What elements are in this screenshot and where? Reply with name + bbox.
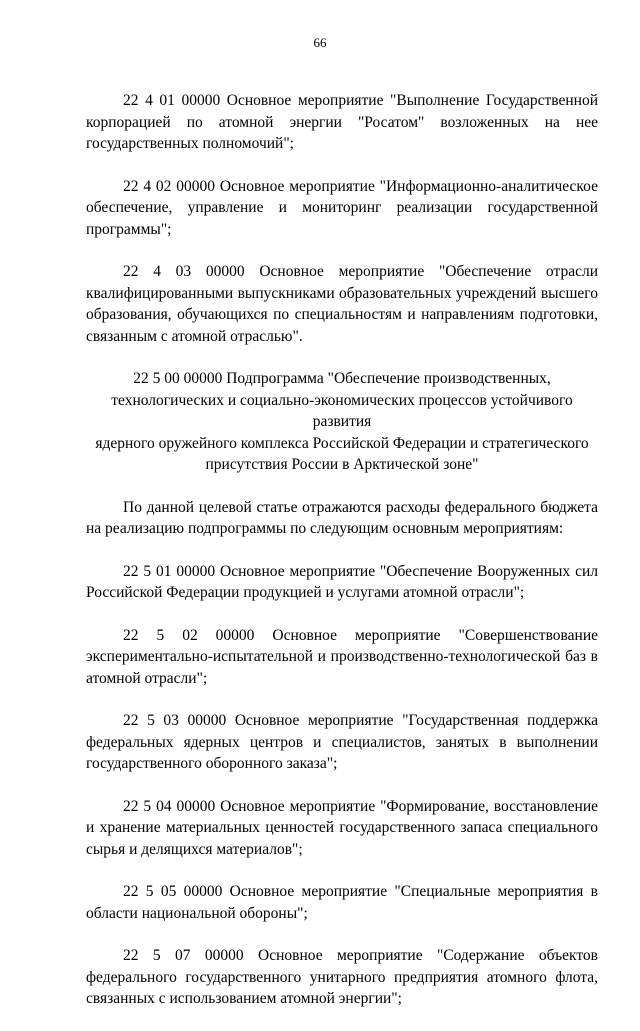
paragraph-22-5-07: 22 5 07 00000 Основное мероприятие "Содержание объектов федерального государственного унитарного предприятия атомного флота, связанных с использованием атомной энергии"; <box>86 947 598 1007</box>
paragraph-22-5-01: 22 5 01 00000 Основное мероприятие "Обеспечение Вооруженных сил Российской Федерации продукцией и услугами атомной отрасли"; <box>86 562 598 601</box>
subprogram-heading-line: 22 5 00 00000 Подпрограмма "Обеспечение производственных, <box>133 370 551 387</box>
paragraph-22-4-03: 22 4 03 00000 Основное мероприятие "Обеспечение отрасли квалифицированными выпускниками образовательных учреждений высшего образования, обучающихся по специальностям и направлениям подготовки, связанным с атомной отраслью". <box>86 263 598 345</box>
subprogram-heading-line: технологических и социально-экономических процессов устойчивого развития <box>111 391 573 430</box>
page-number: 66 <box>313 35 327 50</box>
paragraph-22-5-02: 22 5 02 00000 Основное мероприятие "Совершенствование экспериментально-испытательной и производственно-технологической баз в атомной отрасли"; <box>86 626 598 687</box>
subprogram-heading-line: присутствия России в Арктической зоне" <box>205 456 479 473</box>
document-body <box>86 90 598 1031</box>
intro-paragraph: По данной целевой статье отражаются расходы федерального бюджета на реализацию подпрограммы по следующим основным мероприятиям: <box>86 498 598 537</box>
paragraph-22-5-03: 22 5 03 00000 Основное мероприятие "Государственная поддержка федеральных ядерных центров и специалистов, занятых в выполнении государственного оборонного заказа"; <box>86 712 598 772</box>
paragraph-22-4-01: 22 4 01 00000 Основное мероприятие "Выполнение Государственной корпорацией по атомной энергии "Росатом" возложенных на нее государственных полномочий"; <box>86 92 598 152</box>
subprogram-heading <box>86 368 598 476</box>
paragraph-22-4-02: 22 4 02 00000 Основное мероприятие "Информационно-аналитическое обеспечение, управление и мониторинг реализации государственной программы"; <box>86 177 598 238</box>
subprogram-heading-line: ядерного оружейного комплекса Российской Федерации и стратегического <box>95 434 589 452</box>
paragraph-22-5-04: 22 5 04 00000 Основное мероприятие "Формирование, восстановление и хранение материальных ценностей государственного запаса специального сырья и делящихся материалов"; <box>86 797 598 858</box>
paragraph-22-5-05: 22 5 05 00000 Основное мероприятие "Специальные мероприятия в области национальной обороны"; <box>86 883 598 922</box>
